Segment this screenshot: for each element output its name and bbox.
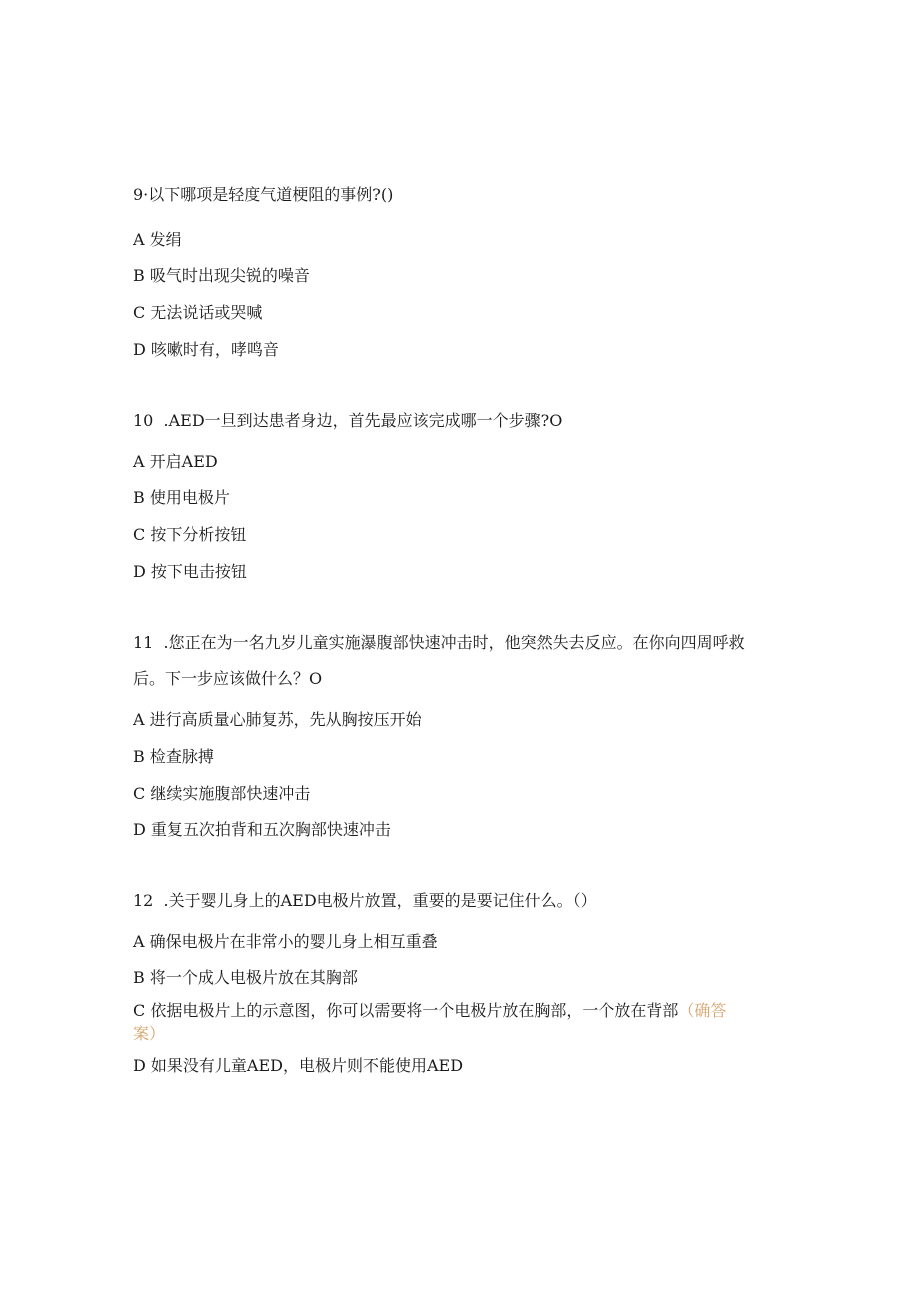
question-11-option-d bbox=[133, 820, 391, 840]
option-text: 使用电极片 bbox=[149, 488, 230, 507]
question-number: 10 bbox=[133, 411, 154, 430]
answer-hint: （确答 bbox=[678, 1001, 727, 1020]
option-letter: C bbox=[133, 784, 146, 803]
question-12-option-c-continued bbox=[133, 1024, 165, 1044]
option-text: 开启AED bbox=[149, 452, 218, 471]
question-text: .您正在为一名九岁儿童实施瀑腹部快速冲击时，他突然失去反应。在你向四周呼救 bbox=[163, 633, 745, 652]
question-text: .AED一旦到达患者身边，首先最应该完成哪一个步骤?O bbox=[163, 411, 563, 430]
question-9-stem bbox=[133, 185, 393, 205]
option-letter: D bbox=[133, 1056, 146, 1075]
question-12-option-a bbox=[133, 932, 438, 952]
question-10-option-c bbox=[133, 525, 246, 545]
option-letter: D bbox=[133, 340, 146, 359]
question-9-option-c bbox=[133, 303, 262, 323]
option-letter: C bbox=[133, 1001, 146, 1020]
question-11-option-c bbox=[133, 784, 310, 804]
option-letter: C bbox=[133, 525, 146, 544]
question-10-option-a bbox=[133, 452, 218, 472]
option-text: 按下电击按钮 bbox=[150, 562, 247, 581]
question-10-option-d bbox=[133, 562, 247, 582]
question-text: .关于婴儿身上的AED电极片放置，重要的是要记住什么。（） bbox=[163, 891, 597, 910]
option-text: 如果没有儿童AED，电极片则不能使用AED bbox=[150, 1056, 464, 1075]
option-letter: A bbox=[133, 932, 145, 951]
question-text: 以下哪项是轻度气道梗阻的事例?() bbox=[148, 185, 394, 204]
option-text: 检查脉搏 bbox=[149, 747, 214, 766]
question-9-option-d bbox=[133, 340, 279, 360]
question-12-option-c bbox=[133, 1001, 726, 1021]
question-number: 9· bbox=[133, 185, 149, 204]
option-text: 按下分析按钮 bbox=[150, 525, 247, 544]
option-text: 咳嗽时有，哮鸣音 bbox=[150, 340, 279, 359]
question-number: 11 bbox=[133, 633, 154, 652]
answer-hint-continued: 案） bbox=[133, 1024, 166, 1043]
question-text-continued: 后。下一步应该做什么？O bbox=[133, 669, 323, 688]
option-text: 将一个成人电极片放在其胸部 bbox=[149, 968, 358, 987]
option-letter: D bbox=[133, 562, 146, 581]
option-text: 确保电极片在非常小的婴儿身上相互重叠 bbox=[149, 932, 438, 951]
option-text: 发绢 bbox=[149, 230, 182, 249]
question-11-stem-line2 bbox=[133, 669, 322, 689]
question-10-option-b bbox=[133, 488, 230, 508]
option-letter: D bbox=[133, 820, 146, 839]
question-9-option-b bbox=[133, 266, 310, 286]
option-letter: B bbox=[133, 488, 145, 507]
option-text: 依据电极片上的示意图，你可以需要将一个电极片放在胸部，一个放在背部 bbox=[150, 1001, 679, 1020]
option-letter: A bbox=[133, 452, 145, 471]
option-text: 继续实施腹部快速冲击 bbox=[150, 784, 311, 803]
option-letter: B bbox=[133, 747, 145, 766]
question-12-option-d bbox=[133, 1056, 463, 1076]
question-12-stem bbox=[133, 891, 597, 911]
option-letter: B bbox=[133, 266, 145, 285]
option-letter: A bbox=[133, 230, 145, 249]
option-text: 吸气时出现尖锐的噪音 bbox=[149, 266, 310, 285]
option-text: 无法说话或哭喊 bbox=[150, 303, 263, 322]
question-number: 12 bbox=[133, 891, 154, 910]
question-11-option-b bbox=[133, 747, 214, 767]
option-text: 进行高质量心肺复苏，先从胸按压开始 bbox=[149, 710, 422, 729]
question-12-option-b bbox=[133, 968, 358, 988]
question-10-stem bbox=[133, 411, 562, 431]
option-text: 重复五次拍背和五次胸部快速冲击 bbox=[150, 820, 391, 839]
question-11-option-a bbox=[133, 710, 422, 730]
question-9-option-a bbox=[133, 230, 182, 250]
option-letter: A bbox=[133, 710, 145, 729]
option-letter: C bbox=[133, 303, 146, 322]
option-letter: B bbox=[133, 968, 145, 987]
question-11-stem-line1 bbox=[133, 633, 745, 653]
